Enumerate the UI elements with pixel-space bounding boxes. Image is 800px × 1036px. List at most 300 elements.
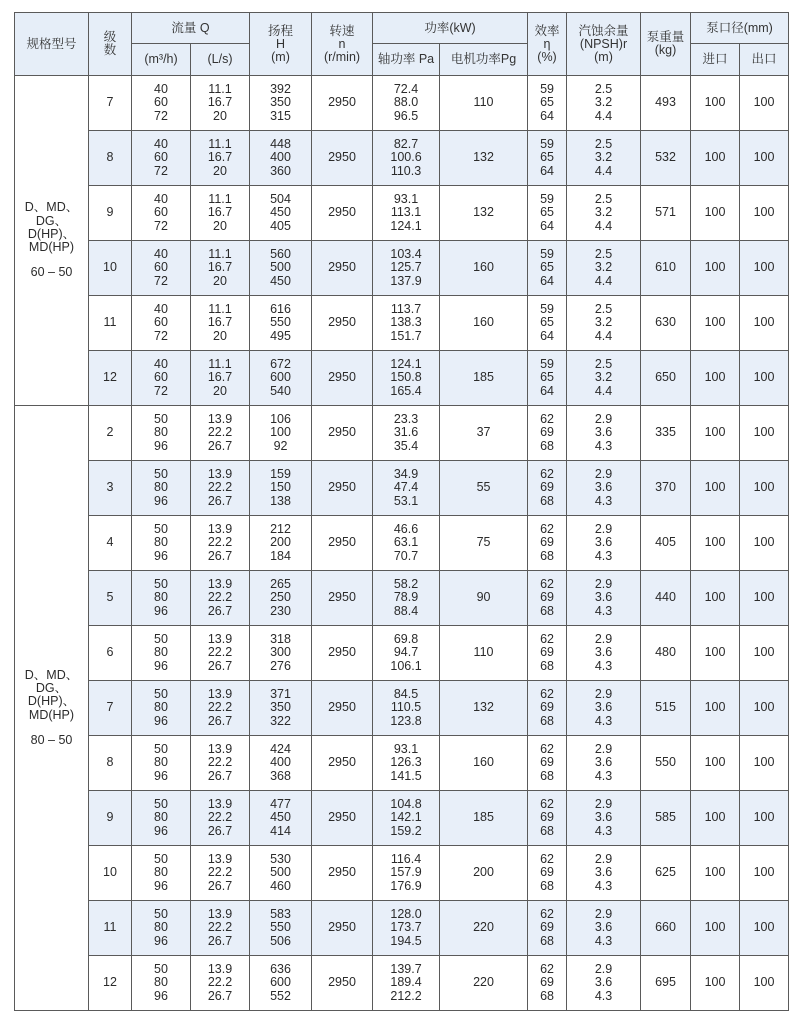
head-value: 368 bbox=[270, 768, 291, 783]
stages-cell: 12 bbox=[89, 956, 132, 1011]
header-shaft-power: 轴功率 Pa bbox=[373, 44, 440, 76]
flow-ls-value: 26.7 bbox=[207, 768, 233, 783]
npsh-value: 3.6 bbox=[594, 920, 613, 935]
shaft-power-value: 137.9 bbox=[390, 273, 422, 288]
head-value: 371 bbox=[270, 687, 291, 702]
flow-ls-value: 11.1 bbox=[208, 82, 232, 97]
inlet-cell: 100 bbox=[691, 76, 740, 131]
npsh-value: 4.3 bbox=[594, 878, 613, 893]
flow-m3h-cell bbox=[132, 626, 191, 681]
shaft-power-value: 113.1 bbox=[390, 205, 422, 220]
shaft-power-value: 69.8 bbox=[393, 632, 419, 647]
flow-m3h-value: 80 bbox=[154, 645, 168, 660]
shaft-power-value: 173.7 bbox=[390, 920, 422, 935]
flow-m3h-cell bbox=[132, 406, 191, 461]
shaft-power-cell bbox=[373, 681, 440, 736]
head-value: 350 bbox=[270, 95, 291, 110]
speed-cell: 2950 bbox=[312, 681, 373, 736]
flow-m3h-cell bbox=[132, 571, 191, 626]
flow-m3h-value: 80 bbox=[154, 480, 168, 495]
npsh-value: 4.3 bbox=[594, 548, 613, 563]
flow-m3h-value: 80 bbox=[154, 535, 168, 550]
motor-power-cell: 200 bbox=[440, 846, 528, 901]
npsh-value: 4.3 bbox=[594, 603, 613, 618]
shaft-power-value: 93.1 bbox=[393, 192, 419, 207]
head-value: 318 bbox=[270, 632, 291, 647]
inlet-cell: 100 bbox=[691, 626, 740, 681]
shaft-power-value: 72.4 bbox=[393, 82, 419, 97]
stages-cell: 11 bbox=[89, 296, 132, 351]
header-flow-m3h: (m³/h) bbox=[132, 44, 191, 76]
head-value: 495 bbox=[270, 328, 291, 343]
head-cell bbox=[250, 241, 312, 296]
head-cell bbox=[250, 571, 312, 626]
shaft-power-value: 88.4 bbox=[393, 603, 419, 618]
inlet-cell: 100 bbox=[691, 186, 740, 241]
flow-m3h-value: 60 bbox=[154, 150, 168, 165]
head-cell bbox=[250, 956, 312, 1011]
shaft-power-value: 176.9 bbox=[390, 878, 422, 893]
shaft-power-value: 84.5 bbox=[393, 687, 419, 702]
shaft-power-value: 124.1 bbox=[390, 218, 422, 233]
efficiency-value: 69 bbox=[540, 975, 554, 990]
flow-ls-value: 13.9 bbox=[207, 687, 233, 702]
npsh-cell bbox=[567, 461, 641, 516]
head-value: 106 bbox=[270, 412, 291, 427]
flow-m3h-value: 80 bbox=[154, 425, 168, 440]
inlet-cell: 100 bbox=[691, 791, 740, 846]
flow-m3h-cell bbox=[132, 461, 191, 516]
header-weight-unit: (kg) bbox=[654, 43, 677, 57]
head-value: 450 bbox=[270, 273, 291, 288]
flow-ls-value: 13.9 bbox=[207, 742, 233, 757]
flow-ls-value: 22.2 bbox=[207, 755, 233, 770]
efficiency-value: 69 bbox=[540, 865, 554, 880]
npsh-value: 2.9 bbox=[594, 687, 613, 702]
flow-m3h-value: 72 bbox=[154, 108, 168, 123]
head-cell bbox=[250, 901, 312, 956]
flow-m3h-value: 40 bbox=[154, 192, 168, 207]
efficiency-cell bbox=[528, 736, 567, 791]
inlet-cell: 100 bbox=[691, 956, 740, 1011]
table-row bbox=[15, 516, 789, 571]
shaft-power-value: 106.1 bbox=[390, 658, 422, 673]
flow-ls-value: 20 bbox=[213, 218, 227, 233]
inlet-cell: 100 bbox=[691, 241, 740, 296]
shaft-power-value: 159.2 bbox=[390, 823, 422, 838]
flow-m3h-value: 50 bbox=[154, 467, 168, 482]
head-value: 322 bbox=[270, 713, 291, 728]
table-row bbox=[15, 131, 789, 186]
efficiency-value: 59 bbox=[540, 82, 554, 97]
speed-cell: 2950 bbox=[312, 956, 373, 1011]
flow-ls-value: 26.7 bbox=[207, 493, 233, 508]
efficiency-value: 62 bbox=[540, 632, 554, 647]
npsh-value: 2.9 bbox=[594, 852, 613, 867]
flow-ls-value: 13.9 bbox=[207, 852, 233, 867]
model-group-cell bbox=[15, 76, 89, 406]
efficiency-value: 59 bbox=[540, 137, 554, 152]
head-value: 506 bbox=[270, 933, 291, 948]
npsh-value: 2.9 bbox=[594, 742, 613, 757]
speed-cell: 2950 bbox=[312, 351, 373, 406]
shaft-power-value: 194.5 bbox=[390, 933, 422, 948]
speed-cell: 2950 bbox=[312, 516, 373, 571]
flow-ls-cell bbox=[191, 461, 250, 516]
head-value: 504 bbox=[270, 192, 291, 207]
shaft-power-value: 212.2 bbox=[390, 988, 422, 1003]
flow-m3h-value: 50 bbox=[154, 687, 168, 702]
speed-cell: 2950 bbox=[312, 901, 373, 956]
outlet-cell: 100 bbox=[740, 791, 789, 846]
header-inlet: 进口 bbox=[691, 44, 740, 76]
flow-m3h-value: 60 bbox=[154, 95, 168, 110]
outlet-cell: 100 bbox=[740, 351, 789, 406]
table-row bbox=[15, 406, 789, 461]
speed-cell: 2950 bbox=[312, 296, 373, 351]
efficiency-value: 65 bbox=[540, 95, 554, 110]
model-line: D、MD、DG、 bbox=[24, 200, 79, 228]
flow-m3h-value: 72 bbox=[154, 218, 168, 233]
outlet-cell: 100 bbox=[740, 76, 789, 131]
efficiency-cell bbox=[528, 76, 567, 131]
flow-ls-value: 11.1 bbox=[208, 192, 232, 207]
model-line: D(HP)、 bbox=[27, 694, 76, 709]
flow-ls-value: 26.7 bbox=[207, 823, 233, 838]
flow-ls-cell bbox=[191, 296, 250, 351]
stages-cell: 9 bbox=[89, 791, 132, 846]
flow-ls-value: 20 bbox=[213, 163, 227, 178]
shaft-power-cell bbox=[373, 241, 440, 296]
efficiency-value: 62 bbox=[540, 577, 554, 592]
flow-m3h-value: 72 bbox=[154, 383, 168, 398]
shaft-power-cell bbox=[373, 351, 440, 406]
npsh-cell bbox=[567, 736, 641, 791]
table-row bbox=[15, 571, 789, 626]
flow-m3h-value: 96 bbox=[154, 988, 168, 1003]
motor-power-cell: 75 bbox=[440, 516, 528, 571]
head-value: 550 bbox=[270, 315, 291, 330]
efficiency-cell bbox=[528, 406, 567, 461]
head-value: 636 bbox=[270, 962, 291, 977]
flow-m3h-value: 40 bbox=[154, 82, 168, 97]
efficiency-value: 62 bbox=[540, 412, 554, 427]
outlet-cell: 100 bbox=[740, 846, 789, 901]
motor-power-cell: 185 bbox=[440, 791, 528, 846]
table-row bbox=[15, 461, 789, 516]
efficiency-value: 62 bbox=[540, 522, 554, 537]
header-speed-symbol: n bbox=[338, 36, 346, 51]
efficiency-cell bbox=[528, 131, 567, 186]
flow-m3h-value: 40 bbox=[154, 357, 168, 372]
header-npsh bbox=[567, 13, 641, 76]
weight-cell: 630 bbox=[641, 296, 691, 351]
npsh-value: 3.6 bbox=[594, 975, 613, 990]
npsh-cell bbox=[567, 846, 641, 901]
inlet-cell: 100 bbox=[691, 351, 740, 406]
speed-cell: 2950 bbox=[312, 791, 373, 846]
table-row bbox=[15, 626, 789, 681]
shaft-power-value: 70.7 bbox=[393, 548, 419, 563]
head-value: 616 bbox=[270, 302, 291, 317]
efficiency-value: 68 bbox=[540, 493, 554, 508]
flow-m3h-cell bbox=[132, 296, 191, 351]
flow-ls-value: 22.2 bbox=[207, 425, 233, 440]
flow-ls-value: 13.9 bbox=[207, 797, 233, 812]
npsh-value: 2.5 bbox=[594, 302, 613, 317]
npsh-cell bbox=[567, 186, 641, 241]
flow-m3h-cell bbox=[132, 901, 191, 956]
speed-cell: 2950 bbox=[312, 406, 373, 461]
flow-m3h-value: 50 bbox=[154, 577, 168, 592]
flow-ls-value: 13.9 bbox=[207, 632, 233, 647]
npsh-value: 4.4 bbox=[594, 108, 613, 123]
speed-cell: 2950 bbox=[312, 846, 373, 901]
shaft-power-value: 110.3 bbox=[390, 163, 422, 178]
npsh-value: 2.9 bbox=[594, 522, 613, 537]
flow-m3h-value: 96 bbox=[154, 713, 168, 728]
efficiency-cell bbox=[528, 846, 567, 901]
npsh-value: 2.9 bbox=[594, 907, 613, 922]
npsh-value: 4.4 bbox=[594, 273, 613, 288]
head-value: 92 bbox=[273, 438, 288, 453]
flow-m3h-value: 60 bbox=[154, 315, 168, 330]
efficiency-value: 65 bbox=[540, 205, 554, 220]
flow-m3h-value: 40 bbox=[154, 302, 168, 317]
flow-m3h-value: 50 bbox=[154, 522, 168, 537]
flow-ls-value: 16.7 bbox=[207, 370, 233, 385]
head-value: 300 bbox=[270, 645, 291, 660]
table-row bbox=[15, 901, 789, 956]
npsh-value: 2.9 bbox=[594, 632, 613, 647]
efficiency-cell bbox=[528, 516, 567, 571]
head-value: 450 bbox=[270, 205, 291, 220]
outlet-cell: 100 bbox=[740, 571, 789, 626]
flow-ls-cell bbox=[191, 681, 250, 736]
npsh-value: 3.6 bbox=[594, 755, 613, 770]
head-value: 276 bbox=[270, 658, 291, 673]
table-row bbox=[15, 186, 789, 241]
flow-ls-cell bbox=[191, 901, 250, 956]
header-flow: 流量 Q bbox=[132, 13, 250, 44]
inlet-cell: 100 bbox=[691, 846, 740, 901]
npsh-value: 2.9 bbox=[594, 797, 613, 812]
efficiency-value: 69 bbox=[540, 755, 554, 770]
shaft-power-cell bbox=[373, 186, 440, 241]
table-row bbox=[15, 296, 789, 351]
header-head-label: 扬程 bbox=[268, 23, 294, 38]
flow-ls-value: 22.2 bbox=[207, 590, 233, 605]
npsh-value: 3.2 bbox=[594, 150, 613, 165]
npsh-cell bbox=[567, 241, 641, 296]
model-group-size: 60 – 50 bbox=[30, 265, 73, 280]
header-efficiency-symbol: η bbox=[543, 36, 551, 51]
flow-ls-value: 16.7 bbox=[207, 95, 233, 110]
npsh-value: 2.5 bbox=[594, 357, 613, 372]
flow-ls-cell bbox=[191, 76, 250, 131]
efficiency-value: 68 bbox=[540, 658, 554, 673]
table-row bbox=[15, 76, 789, 131]
flow-ls-value: 26.7 bbox=[207, 658, 233, 673]
npsh-cell bbox=[567, 516, 641, 571]
speed-cell: 2950 bbox=[312, 626, 373, 681]
shaft-power-cell bbox=[373, 131, 440, 186]
flow-m3h-value: 80 bbox=[154, 590, 168, 605]
efficiency-value: 65 bbox=[540, 315, 554, 330]
head-value: 184 bbox=[270, 548, 291, 563]
head-value: 392 bbox=[270, 82, 291, 97]
npsh-value: 4.4 bbox=[594, 218, 613, 233]
flow-m3h-cell bbox=[132, 681, 191, 736]
flow-ls-value: 26.7 bbox=[207, 933, 233, 948]
head-value: 540 bbox=[270, 383, 291, 398]
header-head-unit: (m) bbox=[271, 49, 290, 64]
shaft-power-value: 88.0 bbox=[393, 95, 419, 110]
flow-m3h-value: 80 bbox=[154, 700, 168, 715]
npsh-value: 4.3 bbox=[594, 713, 613, 728]
flow-m3h-value: 80 bbox=[154, 755, 168, 770]
efficiency-value: 64 bbox=[540, 108, 554, 123]
efficiency-value: 68 bbox=[540, 603, 554, 618]
weight-cell: 335 bbox=[641, 406, 691, 461]
head-cell bbox=[250, 791, 312, 846]
head-value: 424 bbox=[270, 742, 291, 757]
head-cell bbox=[250, 296, 312, 351]
shaft-power-value: 125.7 bbox=[390, 260, 422, 275]
shaft-power-value: 189.4 bbox=[390, 975, 422, 990]
motor-power-cell: 110 bbox=[440, 626, 528, 681]
head-value: 400 bbox=[270, 755, 291, 770]
efficiency-cell bbox=[528, 461, 567, 516]
inlet-cell: 100 bbox=[691, 131, 740, 186]
flow-ls-value: 22.2 bbox=[207, 975, 233, 990]
npsh-cell bbox=[567, 901, 641, 956]
flow-ls-value: 11.1 bbox=[208, 302, 232, 317]
efficiency-cell bbox=[528, 626, 567, 681]
header-motor-power: 电机功率Pg bbox=[440, 44, 528, 76]
head-cell bbox=[250, 461, 312, 516]
efficiency-cell bbox=[528, 791, 567, 846]
shaft-power-value: 35.4 bbox=[393, 438, 419, 453]
efficiency-value: 68 bbox=[540, 438, 554, 453]
head-value: 200 bbox=[270, 535, 291, 550]
flow-ls-value: 13.9 bbox=[207, 577, 233, 592]
weight-cell: 695 bbox=[641, 956, 691, 1011]
flow-ls-cell bbox=[191, 131, 250, 186]
head-value: 138 bbox=[270, 493, 291, 508]
motor-power-cell: 132 bbox=[440, 186, 528, 241]
npsh-value: 3.6 bbox=[594, 535, 613, 550]
pump-spec-table bbox=[14, 12, 789, 1011]
header-npsh-unit: (m) bbox=[594, 49, 613, 64]
flow-ls-value: 22.2 bbox=[207, 480, 233, 495]
flow-m3h-cell bbox=[132, 516, 191, 571]
shaft-power-cell bbox=[373, 571, 440, 626]
npsh-cell bbox=[567, 406, 641, 461]
header-speed-unit: (r/min) bbox=[323, 49, 361, 64]
model-group-name bbox=[15, 201, 88, 254]
head-cell bbox=[250, 351, 312, 406]
shaft-power-cell bbox=[373, 791, 440, 846]
flow-m3h-cell bbox=[132, 791, 191, 846]
efficiency-cell bbox=[528, 296, 567, 351]
header-flow-ls: (L/s) bbox=[191, 44, 250, 76]
header-model: 规格型号 bbox=[15, 13, 89, 76]
shaft-power-value: 151.7 bbox=[390, 328, 422, 343]
shaft-power-value: 78.9 bbox=[393, 590, 419, 605]
npsh-value: 2.5 bbox=[594, 137, 613, 152]
inlet-cell: 100 bbox=[691, 461, 740, 516]
speed-cell: 2950 bbox=[312, 736, 373, 791]
flow-ls-value: 13.9 bbox=[207, 907, 233, 922]
shaft-power-value: 141.5 bbox=[390, 768, 422, 783]
npsh-value: 3.2 bbox=[594, 260, 613, 275]
motor-power-cell: 55 bbox=[440, 461, 528, 516]
flow-m3h-value: 72 bbox=[154, 328, 168, 343]
weight-cell: 650 bbox=[641, 351, 691, 406]
efficiency-value: 59 bbox=[540, 192, 554, 207]
shaft-power-cell bbox=[373, 76, 440, 131]
head-value: 477 bbox=[270, 797, 291, 812]
npsh-value: 3.6 bbox=[594, 700, 613, 715]
flow-m3h-value: 72 bbox=[154, 273, 168, 288]
efficiency-cell bbox=[528, 681, 567, 736]
npsh-cell bbox=[567, 571, 641, 626]
shaft-power-cell bbox=[373, 626, 440, 681]
flow-m3h-cell bbox=[132, 736, 191, 791]
model-line: D(HP)、 bbox=[27, 226, 76, 241]
flow-ls-value: 26.7 bbox=[207, 603, 233, 618]
efficiency-value: 65 bbox=[540, 150, 554, 165]
motor-power-cell: 185 bbox=[440, 351, 528, 406]
shaft-power-value: 113.7 bbox=[390, 302, 422, 317]
flow-ls-value: 26.7 bbox=[207, 713, 233, 728]
stages-cell: 10 bbox=[89, 241, 132, 296]
npsh-value: 3.6 bbox=[594, 865, 613, 880]
shaft-power-value: 142.1 bbox=[390, 810, 422, 825]
efficiency-value: 69 bbox=[540, 535, 554, 550]
head-cell bbox=[250, 681, 312, 736]
shaft-power-value: 116.4 bbox=[390, 852, 422, 867]
npsh-value: 4.4 bbox=[594, 328, 613, 343]
head-value: 600 bbox=[270, 975, 291, 990]
flow-ls-value: 16.7 bbox=[207, 260, 233, 275]
flow-ls-value: 22.2 bbox=[207, 810, 233, 825]
head-value: 150 bbox=[270, 480, 291, 495]
flow-ls-value: 13.9 bbox=[207, 962, 233, 977]
motor-power-cell: 132 bbox=[440, 131, 528, 186]
efficiency-value: 64 bbox=[540, 163, 554, 178]
npsh-cell bbox=[567, 351, 641, 406]
flow-m3h-cell bbox=[132, 956, 191, 1011]
stages-cell: 10 bbox=[89, 846, 132, 901]
flow-ls-value: 16.7 bbox=[207, 315, 233, 330]
efficiency-value: 62 bbox=[540, 742, 554, 757]
npsh-value: 3.6 bbox=[594, 425, 613, 440]
flow-m3h-value: 96 bbox=[154, 823, 168, 838]
efficiency-value: 59 bbox=[540, 247, 554, 262]
shaft-power-value: 128.0 bbox=[390, 907, 422, 922]
flow-m3h-value: 60 bbox=[154, 205, 168, 220]
npsh-value: 4.3 bbox=[594, 933, 613, 948]
weight-cell: 515 bbox=[641, 681, 691, 736]
shaft-power-cell bbox=[373, 516, 440, 571]
stages-cell: 8 bbox=[89, 736, 132, 791]
model-line: MD(HP) bbox=[28, 240, 75, 255]
efficiency-value: 62 bbox=[540, 687, 554, 702]
efficiency-value: 62 bbox=[540, 797, 554, 812]
shaft-power-value: 93.1 bbox=[393, 742, 419, 757]
